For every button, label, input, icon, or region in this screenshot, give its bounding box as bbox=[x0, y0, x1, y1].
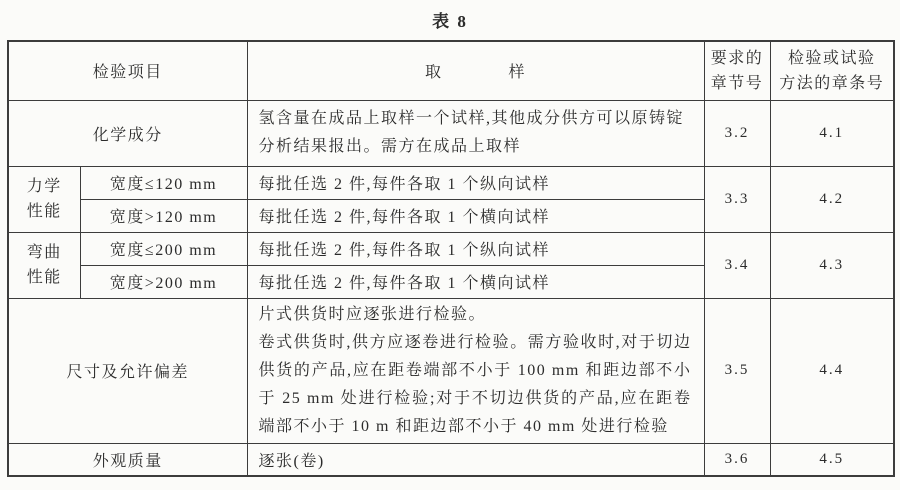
row-dimensions-tolerance bbox=[8, 298, 894, 443]
cell-mechanical-method: 4.2 bbox=[770, 166, 894, 232]
cell-bending-sub2-sampling: 每批任选 2 件,每件各取 1 个横向试样 bbox=[247, 265, 704, 298]
cell-dimensions-req: 3.5 bbox=[704, 298, 770, 443]
cell-mechanical-group-line2: 性能 bbox=[26, 203, 62, 220]
cell-bending-req: 3.4 bbox=[704, 232, 770, 298]
header-method-clause-line2: 方法的章条号 bbox=[779, 74, 885, 92]
header-method-clause bbox=[770, 41, 894, 100]
header-sampling-char-1: 取 bbox=[425, 64, 443, 82]
header-required-clause-line1: 要求的 bbox=[710, 49, 764, 67]
cell-dimensions-method: 4.4 bbox=[770, 298, 894, 443]
cell-mechanical-req: 3.3 bbox=[704, 166, 770, 232]
header-method-clause-line1: 检验或试验 bbox=[788, 49, 876, 67]
row-chemical-composition bbox=[8, 100, 894, 166]
header-required-clause-line2: 章节号 bbox=[710, 74, 764, 92]
cell-chemical-sampling-text: 氢含量在成品上取样一个试样,其他成分供方可以原铸锭分析结果报出。需方在成品上取样 bbox=[258, 110, 685, 155]
header-sampling bbox=[247, 41, 704, 100]
row-appearance-quality bbox=[8, 443, 894, 476]
cell-bending-sub1-width: 宽度≤200 mm bbox=[80, 232, 247, 265]
table-header-row bbox=[8, 41, 894, 100]
inspection-sampling-table bbox=[7, 40, 895, 477]
cell-chemical-req: 3.2 bbox=[704, 100, 770, 166]
cell-bending-sub1-sampling: 每批任选 2 件,每件各取 1 个纵向试样 bbox=[247, 232, 704, 265]
cell-bending-group-line1: 弯曲 bbox=[26, 244, 62, 261]
cell-mechanical-sub1-width: 宽度≤120 mm bbox=[80, 166, 247, 199]
cell-mechanical-group bbox=[8, 166, 80, 232]
header-required-clause bbox=[704, 41, 770, 100]
row-mechanical-sub1 bbox=[8, 166, 894, 199]
row-bending-sub1 bbox=[8, 232, 894, 265]
cell-chemical-method: 4.1 bbox=[770, 100, 894, 166]
cell-chemical-sampling bbox=[247, 100, 704, 166]
cell-bending-method: 4.3 bbox=[770, 232, 894, 298]
cell-dimensions-sampling-para2: 卷式供货时,供方应逐卷进行检验。需方验收时,对于切边供货的产品,应在距卷端部不小于 100 mm 和距边部不小于 25 mm 处进行检验;对于不切边供货的产品,应在距卷端部不小于 10 m 和距边部不小于 40 mm 处进行检验 bbox=[258, 333, 692, 435]
header-inspection-item: 检验项目 bbox=[8, 41, 247, 100]
cell-appearance-sampling: 逐张(卷) bbox=[247, 443, 704, 476]
table-caption: 表 8 bbox=[432, 12, 468, 31]
cell-bending-group-line2: 性能 bbox=[26, 269, 62, 286]
cell-dimensions-sampling bbox=[247, 298, 704, 443]
cell-mechanical-sub2-sampling: 每批任选 2 件,每件各取 1 个横向试样 bbox=[247, 199, 704, 232]
cell-bending-group bbox=[8, 232, 80, 298]
cell-appearance-item: 外观质量 bbox=[8, 443, 247, 476]
cell-bending-sub2-width: 宽度>200 mm bbox=[80, 265, 247, 298]
cell-dimensions-item: 尺寸及允许偏差 bbox=[8, 298, 247, 443]
cell-chemical-item: 化学成分 bbox=[8, 100, 247, 166]
cell-mechanical-sub2-width: 宽度>120 mm bbox=[80, 199, 247, 232]
cell-mechanical-sub1-sampling: 每批任选 2 件,每件各取 1 个纵向试样 bbox=[247, 166, 704, 199]
cell-mechanical-group-line1: 力学 bbox=[26, 178, 62, 195]
header-sampling-char-2: 样 bbox=[508, 64, 527, 82]
cell-appearance-method: 4.5 bbox=[770, 443, 894, 476]
cell-appearance-req: 3.6 bbox=[704, 443, 770, 476]
cell-dimensions-sampling-para1: 片式供货时应逐张进行检验。 bbox=[258, 305, 487, 323]
